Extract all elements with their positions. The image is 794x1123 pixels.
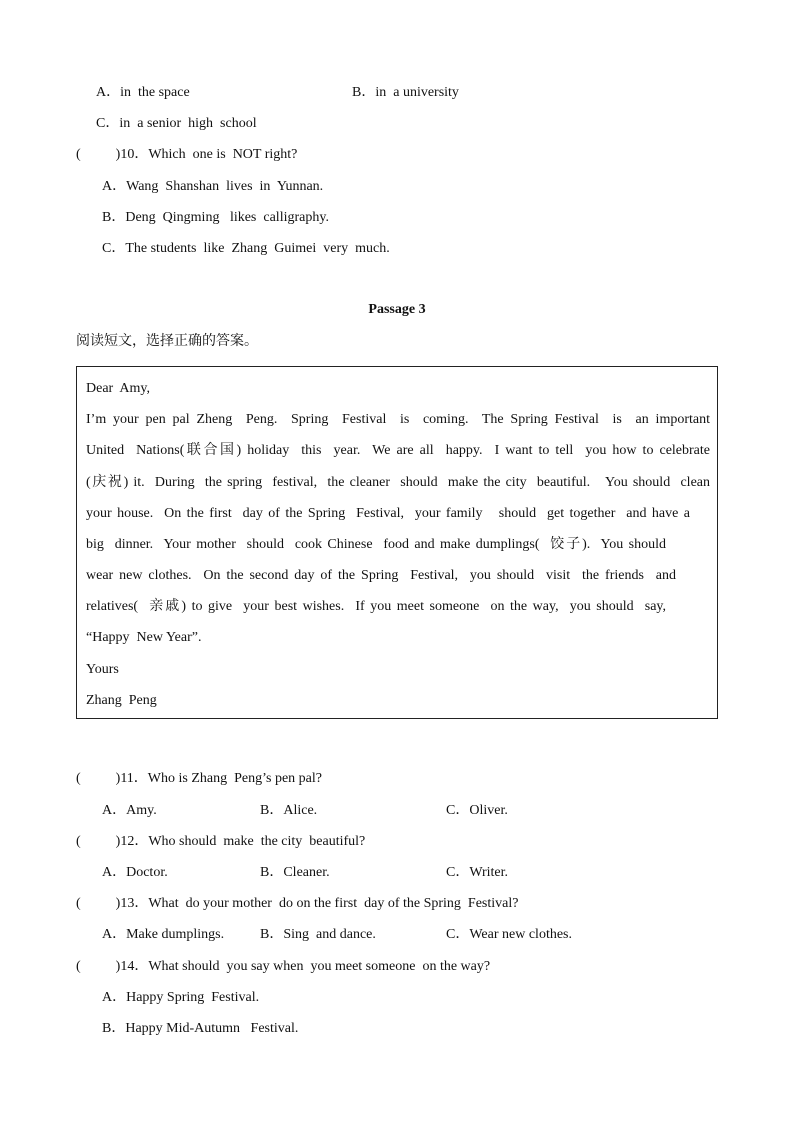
q12-option-b: B．Cleaner. — [260, 865, 330, 880]
q12-stem: ( )12．Who should make the city beautiful? — [76, 834, 366, 849]
letter-line: (庆祝) it. During the spring festival, the cleaner should make the city beautiful. You should clean — [86, 475, 710, 490]
letter-box — [76, 366, 718, 719]
letter-line: big dinner. Your mother should cook Chinese food and make dumplings( 饺子). You should — [86, 537, 666, 552]
letter-signature: Zhang Peng — [86, 693, 157, 708]
q13-stem: ( )13．What do your mother do on the first day of the Spring Festival? — [76, 896, 519, 911]
letter-line: I’m your pen pal Zheng Peng. Spring Festival is coming. The Spring Festival is an important — [86, 412, 710, 427]
q10-option-a: A．Wang Shanshan lives in Yunnan. — [102, 179, 324, 194]
q11-option-c: C．Oliver. — [446, 803, 508, 818]
q10-option-b: B．Deng Qingming likes calligraphy. — [102, 210, 329, 225]
q14-option-b: B．Happy Mid-Autumn Festival. — [102, 1021, 299, 1036]
letter-line: relatives( 亲戚) to give your best wishes. If you meet someone on the way, you should say, — [86, 599, 666, 614]
letter-line: United Nations(联合国) holiday this year. We are all happy. I want to tell you how to celebrate — [86, 443, 710, 458]
q11-option-a: A．Amy. — [102, 803, 157, 818]
q11-stem: ( )11．Who is Zhang Peng’s pen pal? — [76, 771, 322, 786]
letter-greeting: Dear Amy, — [86, 381, 151, 396]
q10-option-c: C．The students like Zhang Guimei very much. — [102, 241, 390, 256]
q14-option-a: A．Happy Spring Festival. — [102, 990, 260, 1005]
letter-line: wear new clothes. On the second day of the Spring Festival, you should visit the friends and — [86, 568, 676, 583]
passage-instruction: 阅读短文，选择正确的答案。 — [76, 333, 258, 349]
q14-stem: ( )14．What should you say when you meet someone on the way? — [76, 959, 491, 974]
q13-option-a: A．Make dumplings. — [102, 927, 225, 942]
q13-option-c: C．Wear new clothes. — [446, 927, 572, 942]
q9-option-b: B．in a university — [352, 85, 459, 100]
q12-option-c: C．Writer. — [446, 865, 509, 880]
passage-title: Passage 3 — [368, 302, 426, 317]
q13-option-b: B．Sing and dance. — [260, 927, 376, 942]
q10-stem: ( )10．Which one is NOT right? — [76, 147, 298, 162]
letter-line: “Happy New Year”. — [86, 630, 202, 645]
q12-option-a: A．Doctor. — [102, 865, 168, 880]
q9-option-a: A．in the space — [96, 85, 190, 100]
letter-closing: Yours — [86, 662, 119, 677]
q9-option-c: C．in a senior high school — [96, 116, 257, 131]
q11-option-b: B．Alice. — [260, 803, 318, 818]
letter-line: your house. On the first day of the Spring Festival, your family should get together and have a — [86, 506, 690, 521]
